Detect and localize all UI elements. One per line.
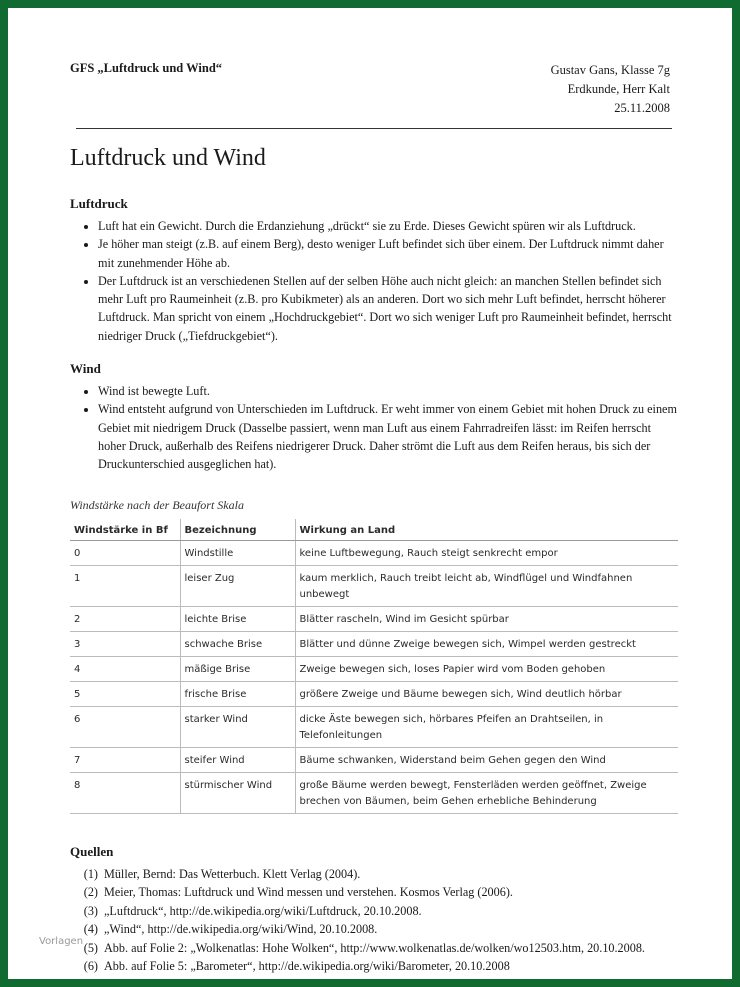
header-author: Gustav Gans, Klasse 7g bbox=[550, 63, 670, 77]
table-row bbox=[70, 681, 678, 706]
cell-name: steifer Wind bbox=[180, 747, 295, 772]
table-header-row bbox=[70, 519, 678, 541]
table-row bbox=[70, 747, 678, 772]
column-header: Wirkung an Land bbox=[295, 519, 678, 541]
page-title: Luftdruck und Wind bbox=[70, 145, 266, 171]
source-number: (3) bbox=[83, 903, 98, 918]
source-number: (5) bbox=[83, 940, 98, 955]
cell-name: starker Wind bbox=[180, 706, 295, 747]
source-number: (4) bbox=[83, 922, 98, 937]
beaufort-table bbox=[70, 519, 678, 814]
cell-bf: 0 bbox=[70, 540, 180, 565]
cell-bf: 3 bbox=[70, 631, 180, 656]
cell-effect: Bäume schwanken, Widerstand beim Gehen gegen den Wind bbox=[295, 747, 678, 772]
document-page bbox=[8, 8, 732, 979]
cell-name: schwache Brise bbox=[180, 631, 295, 656]
cell-effect: Zweige bewegen sich, loses Papier wird vom Boden gehoben bbox=[295, 656, 678, 681]
cell-name: frische Brise bbox=[180, 681, 295, 706]
table-row bbox=[70, 706, 678, 747]
source-number: (1) bbox=[83, 866, 98, 881]
table-row bbox=[70, 606, 678, 631]
source-item bbox=[70, 920, 678, 939]
cell-bf: 5 bbox=[70, 681, 180, 706]
cell-name: mäßige Brise bbox=[180, 656, 295, 681]
table-row bbox=[70, 540, 678, 565]
cell-bf: 2 bbox=[70, 606, 180, 631]
source-text: Abb. auf Folie 5: „Barometer“, http://de.wikipedia.org/wiki/Barometer, 20.10.2008 bbox=[104, 959, 510, 974]
table-row bbox=[70, 656, 678, 681]
source-item bbox=[70, 939, 678, 958]
bullet-list bbox=[70, 217, 678, 345]
cell-bf: 7 bbox=[70, 747, 180, 772]
section-wind bbox=[70, 361, 678, 473]
column-header: Bezeichnung bbox=[180, 519, 295, 541]
section-luftdruck bbox=[70, 196, 678, 345]
cell-effect: keine Luftbewegung, Rauch steigt senkrecht empor bbox=[295, 540, 678, 565]
source-item bbox=[70, 865, 678, 884]
header-divider bbox=[76, 128, 672, 129]
source-number: (2) bbox=[83, 885, 98, 900]
header-subject: Erdkunde, Herr Kalt bbox=[567, 82, 670, 96]
source-text: Müller, Bernd: Das Wetterbuch. Klett Verlag (2004). bbox=[104, 866, 361, 881]
document-body bbox=[70, 196, 678, 976]
table-row bbox=[70, 631, 678, 656]
source-item bbox=[70, 957, 678, 976]
cell-effect: größere Zweige und Bäume bewegen sich, Wind deutlich hörbar bbox=[295, 681, 678, 706]
sources-list bbox=[70, 865, 678, 976]
watermark-text: Vorlagen bbox=[39, 936, 84, 947]
cell-effect: kaum merklich, Rauch treibt leicht ab, Windflügel und Windfahnen unbewegt bbox=[295, 565, 678, 606]
source-text: „Wind“, http://de.wikipedia.org/wiki/Wind, 20.10.2008. bbox=[104, 922, 378, 937]
section-heading: Wind bbox=[70, 361, 101, 377]
table-row bbox=[70, 565, 678, 606]
cell-bf: 8 bbox=[70, 772, 180, 813]
source-text: „Luftdruck“, http://de.wikipedia.org/wiki/Luftdruck, 20.10.2008. bbox=[104, 903, 422, 918]
cell-name: leichte Brise bbox=[180, 606, 295, 631]
header-right bbox=[551, 61, 670, 118]
header-left: GFS „Luftdruck und Wind“ bbox=[70, 61, 223, 75]
source-text: Abb. auf Folie 2: „Wolkenatlas: Hohe Wolken“, http://www.wolkenatlas.de/wolken/wo12503.htm, 20.10.2008. bbox=[104, 940, 645, 955]
cell-bf: 6 bbox=[70, 706, 180, 747]
bullet-item: • Der Luftdruck ist an verschiedenen Stellen auf der selben Höhe auch nicht gleich: an manchen Stellen befindet sich mehr Luft pro Raumeinheit (z.B. pro Kubikmeter) als an anderen. Dort wo sich mehr Luft befindet, herrscht höherer Luftdruck. Man spricht von einem „Hochdruckgebiet“. Dort wo sich weniger Luft pro Raumeinheit befindet, herrscht niedriger Druck („Tiefdruckgebiet“). bbox=[98, 272, 678, 345]
bullet-list bbox=[70, 382, 678, 473]
cell-effect: Blätter rascheln, Wind im Gesicht spürbar bbox=[295, 606, 678, 631]
section-heading: Quellen bbox=[70, 843, 114, 859]
source-item bbox=[70, 883, 678, 902]
cell-name: leiser Zug bbox=[180, 565, 295, 606]
cell-bf: 4 bbox=[70, 656, 180, 681]
cell-name: Windstille bbox=[180, 540, 295, 565]
cell-effect: große Bäume werden bewegt, Fensterläden werden geöffnet, Zweige brechen von Bäumen, beim Gehen erhebliche Behinderung bbox=[295, 772, 678, 813]
table-caption: Windstärke nach der Beaufort Skala bbox=[70, 497, 244, 512]
bullet-item: • Wind entsteht aufgrund von Unterschieden im Luftdruck. Er weht immer von einem Gebiet mit hohen Druck zu einem Gebiet mit niedrigem Druck (Dasselbe passiert, wenn man Luft aus einem Fahrradreifen lässt: im Reifen herrscht hoher Druck, außerhalb des Reifens niedrigerer Druck. Daher strömt die Luft aus dem Reifen heraus, bis sich der Druckunterschied ausgeglichen hat). bbox=[98, 400, 678, 473]
header-date: 25.11.2008 bbox=[614, 101, 670, 115]
table-row bbox=[70, 772, 678, 813]
source-text: Meier, Thomas: Luftdruck und Wind messen und verstehen. Kosmos Verlag (2006). bbox=[104, 885, 513, 900]
bullet-item: • Je höher man steigt (z.B. auf einem Berg), desto weniger Luft befindet sich über einem. Der Luftdruck nimmt daher mit zunehmender Höhe ab. bbox=[98, 235, 678, 272]
source-item bbox=[70, 902, 678, 921]
section-quellen bbox=[70, 844, 678, 976]
bullet-item: • Wind ist bewegte Luft. bbox=[98, 382, 678, 400]
bullet-item: • Luft hat ein Gewicht. Durch die Erdanziehung „drückt“ sie zu Erde. Dieses Gewicht spüren wir als Luftdruck. bbox=[98, 217, 678, 235]
cell-effect: Blätter und dünne Zweige bewegen sich, Wimpel werden gestreckt bbox=[295, 631, 678, 656]
cell-effect: dicke Äste bewegen sich, hörbares Pfeifen an Drahtseilen, in Telefonleitungen bbox=[295, 706, 678, 747]
source-number: (6) bbox=[83, 959, 98, 974]
cell-bf: 1 bbox=[70, 565, 180, 606]
column-header: Windstärke in Bf bbox=[70, 519, 180, 541]
section-heading: Luftdruck bbox=[70, 196, 128, 211]
cell-name: stürmischer Wind bbox=[180, 772, 295, 813]
